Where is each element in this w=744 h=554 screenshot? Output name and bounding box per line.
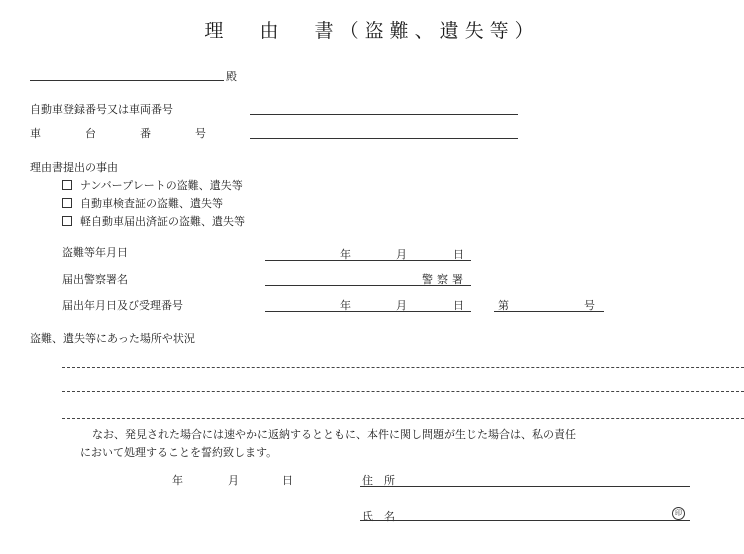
circumstances-line[interactable] (62, 391, 744, 392)
report-month-label: 月 (396, 299, 407, 312)
police-station-suffix: 警察署 (422, 273, 467, 286)
receipt-number-prefix: 第 (498, 299, 509, 312)
reason-heading: 理由書提出の事由 (30, 161, 118, 174)
receipt-number-suffix: 号 (584, 299, 595, 312)
registration-number-label: 自動車登録番号又は車両番号 (30, 103, 173, 116)
address-label: 住 所 (362, 474, 395, 487)
reason-option-label: 自動車検査証の盗難、遺失等 (80, 197, 223, 210)
report-date-field[interactable] (265, 311, 471, 312)
theft-day-label: 日 (453, 248, 464, 261)
theft-date-field[interactable] (265, 260, 471, 261)
signature-month-label: 月 (228, 474, 239, 487)
signature-day-label: 日 (282, 474, 293, 487)
pledge-text-line-1: なお、発見された場合には速やかに返納するとともに、本件に関し問題が生じた場合は、私の責任 (92, 428, 576, 441)
signature-year-label: 年 (172, 474, 183, 487)
checkbox[interactable] (62, 180, 72, 190)
report-date-label: 届出年月日及び受理番号 (62, 299, 183, 312)
report-year-label: 年 (340, 299, 351, 312)
reason-option-label: ナンバープレートの盗難、遺失等 (80, 179, 243, 192)
title-suffix: （盗難、遺失等） (339, 20, 540, 42)
checkbox[interactable] (62, 216, 72, 226)
addressee-field[interactable] (30, 80, 224, 81)
title-char: 書 (314, 20, 340, 42)
name-label: 氏 名 (362, 510, 395, 523)
registration-number-field[interactable] (250, 114, 518, 115)
circumstances-heading: 盗難、遺失等にあった場所や状況 (30, 332, 195, 345)
theft-month-label: 月 (396, 248, 407, 261)
circumstances-line[interactable] (62, 367, 744, 368)
title-char: 由 (259, 20, 285, 42)
title-char: 理 (204, 20, 230, 42)
seal-mark (672, 505, 685, 520)
document-title (0, 16, 744, 43)
chassis-label-char: 番 (140, 127, 151, 140)
police-station-label: 届出警察署名 (62, 273, 128, 286)
reason-option[interactable] (62, 213, 245, 229)
address-field[interactable] (360, 486, 690, 487)
circumstances-line[interactable] (62, 418, 744, 419)
chassis-label-char: 台 (85, 127, 96, 140)
chassis-label-char: 号 (195, 127, 206, 140)
reason-option[interactable] (62, 177, 243, 193)
theft-date-label: 盗難等年月日 (62, 246, 128, 259)
chassis-label-char: 車 (30, 127, 41, 140)
seal-icon: 印 (672, 507, 685, 520)
reason-option-label: 軽自動車届出済証の盗難、遺失等 (80, 215, 245, 228)
theft-year-label: 年 (340, 248, 351, 261)
reason-option[interactable] (62, 195, 223, 211)
pledge-text-line-2: において処理することを誓約致します。 (80, 446, 278, 459)
checkbox[interactable] (62, 198, 72, 208)
addressee-suffix: 殿 (226, 70, 237, 83)
chassis-number-field[interactable] (250, 138, 518, 139)
name-field[interactable] (360, 520, 690, 521)
chassis-number-label (30, 125, 206, 141)
report-day-label: 日 (453, 299, 464, 312)
